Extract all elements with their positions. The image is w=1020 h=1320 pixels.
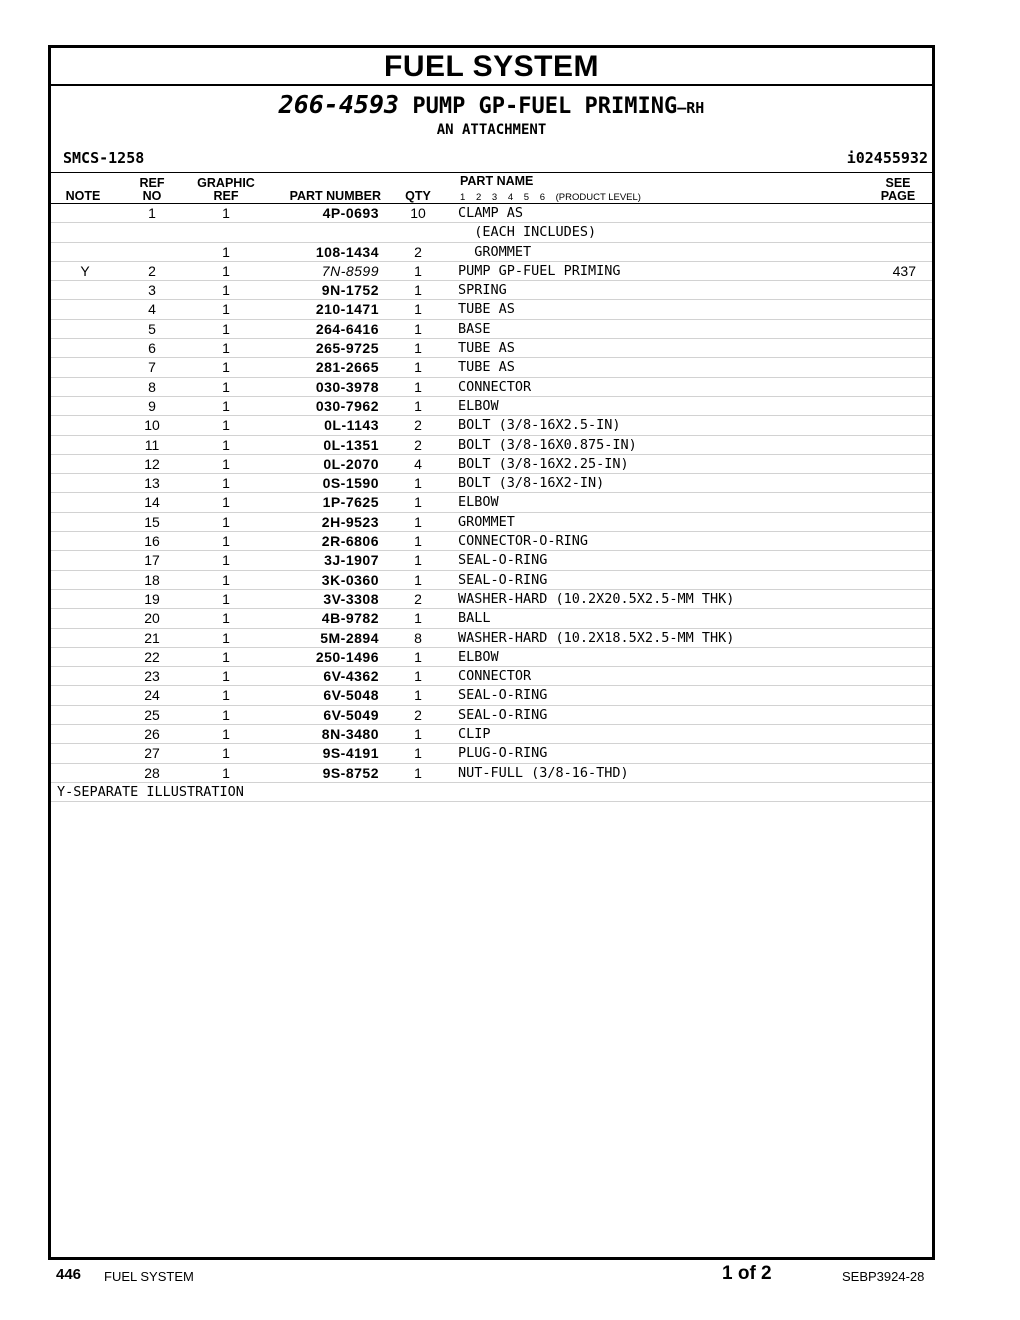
row-part-name: SPRING bbox=[458, 282, 507, 299]
row-ref-no: 2 bbox=[148, 262, 156, 279]
row-part-number[interactable]: 9S-8752 bbox=[322, 764, 379, 781]
row-graphic-ref: 1 bbox=[222, 320, 230, 337]
table-row bbox=[51, 706, 932, 725]
row-ref-no: 13 bbox=[144, 475, 160, 492]
row-part-name: BALL bbox=[458, 610, 491, 627]
row-part-name: ELBOW bbox=[458, 494, 499, 511]
row-part-name: BOLT (3/8-16X0.875-IN) bbox=[458, 436, 637, 453]
footer-section: FUEL SYSTEM bbox=[104, 1269, 194, 1284]
row-graphic-ref: 1 bbox=[222, 475, 230, 492]
footer-page-of: 1 of 2 bbox=[722, 1263, 772, 1284]
row-part-number[interactable]: 4P-0693 bbox=[322, 205, 379, 221]
col-header-see-page bbox=[876, 177, 920, 203]
group-subheading: AN ATTACHMENT bbox=[436, 122, 547, 138]
table-row bbox=[51, 281, 932, 300]
row-part-number[interactable]: 108-1434 bbox=[315, 243, 379, 260]
table-row bbox=[51, 764, 932, 783]
level-3: 3 bbox=[491, 192, 498, 203]
footer-page-number: 446 bbox=[56, 1266, 82, 1283]
row-part-number[interactable]: 0L-1143 bbox=[324, 417, 379, 434]
table-row bbox=[51, 725, 932, 744]
row-graphic-ref: 1 bbox=[222, 571, 230, 588]
row-qty: 2 bbox=[414, 706, 422, 723]
row-ref-no: 16 bbox=[144, 533, 160, 550]
footnote: Y-SEPARATE ILLUSTRATION bbox=[57, 783, 244, 800]
table-row bbox=[51, 629, 932, 648]
table-row bbox=[51, 474, 932, 493]
header-rule-top bbox=[51, 172, 932, 173]
row-part-number[interactable]: 210-1471 bbox=[315, 301, 379, 318]
row-qty: 1 bbox=[414, 378, 422, 395]
row-part-name: ELBOW bbox=[458, 648, 499, 665]
row-graphic-ref: 1 bbox=[222, 726, 230, 743]
row-part-number[interactable]: 6V-4362 bbox=[323, 668, 379, 685]
row-ref-no: 20 bbox=[144, 610, 160, 627]
row-graphic-ref: 1 bbox=[222, 378, 230, 395]
row-graphic-ref: 1 bbox=[222, 745, 230, 762]
row-qty: 2 bbox=[414, 243, 422, 260]
row-qty: 1 bbox=[414, 745, 422, 762]
row-ref-no: 28 bbox=[144, 764, 160, 781]
row-qty: 1 bbox=[414, 262, 422, 279]
row-part-name: BASE bbox=[458, 320, 491, 337]
row-graphic-ref: 1 bbox=[222, 687, 230, 704]
row-ref-no: 17 bbox=[144, 552, 160, 569]
col-header-ref-bottom: NO bbox=[142, 189, 162, 203]
row-ref-no: 7 bbox=[148, 359, 156, 376]
row-ref-no: 18 bbox=[144, 571, 160, 588]
level-1: 1 bbox=[460, 192, 466, 203]
row-part-number[interactable]: 3V-3308 bbox=[323, 590, 379, 607]
level-5: 5 bbox=[523, 192, 530, 203]
smcs-code: SMCS-1258 bbox=[63, 149, 145, 167]
row-qty: 1 bbox=[414, 475, 422, 492]
row-part-number[interactable]: 9N-1752 bbox=[321, 282, 379, 299]
table-row bbox=[51, 243, 932, 262]
row-qty: 1 bbox=[414, 648, 422, 665]
row-ref-no: 8 bbox=[148, 378, 156, 395]
row-qty: 1 bbox=[414, 571, 422, 588]
table-row bbox=[51, 378, 932, 397]
col-header-see-top: SEE bbox=[885, 176, 911, 190]
row-ref-no: 26 bbox=[144, 726, 160, 743]
row-part-number[interactable]: 0S-1590 bbox=[322, 475, 379, 492]
row-ref-no: 3 bbox=[148, 282, 156, 299]
level-4: 4 bbox=[507, 192, 514, 203]
row-part-number[interactable]: 030-3978 bbox=[315, 378, 379, 395]
row-graphic-ref: 1 bbox=[222, 648, 230, 665]
row-ref-no: 23 bbox=[144, 668, 160, 685]
row-ref-no: 19 bbox=[144, 590, 160, 607]
row-part-name: BOLT (3/8-16X2-IN) bbox=[458, 475, 605, 492]
row-ref-no: 12 bbox=[144, 455, 160, 472]
row-graphic-ref: 1 bbox=[222, 629, 230, 646]
footer-doc-code: SEBP3924-28 bbox=[842, 1269, 925, 1284]
row-ref-no: 27 bbox=[144, 745, 160, 762]
row-part-number[interactable]: 250-1496 bbox=[315, 648, 379, 665]
row-ref-no: 24 bbox=[144, 687, 160, 704]
row-ref-no: 1 bbox=[148, 205, 156, 221]
table-row bbox=[51, 571, 932, 590]
table-row bbox=[51, 416, 932, 435]
col-header-ref-no bbox=[132, 177, 172, 203]
row-part-number[interactable]: 3K-0360 bbox=[321, 571, 379, 588]
row-part-name: TUBE AS bbox=[458, 359, 515, 376]
row-part-name: SEAL-O-RING bbox=[458, 687, 548, 704]
table-row bbox=[51, 551, 932, 570]
row-qty: 4 bbox=[414, 455, 422, 472]
row-qty: 1 bbox=[414, 610, 422, 627]
row-qty: 2 bbox=[414, 417, 422, 434]
row-ref-no: 4 bbox=[148, 301, 156, 318]
row-qty: 1 bbox=[414, 359, 422, 376]
row-qty: 1 bbox=[414, 282, 422, 299]
col-header-part-number: PART NUMBER bbox=[289, 189, 381, 203]
table-row bbox=[51, 339, 932, 358]
table-row bbox=[51, 204, 932, 223]
table-row bbox=[51, 223, 932, 242]
table-row bbox=[51, 262, 932, 281]
row-graphic-ref: 1 bbox=[222, 282, 230, 299]
row-part-name: BOLT (3/8-16X2.25-IN) bbox=[458, 455, 629, 472]
row-qty: 1 bbox=[414, 533, 422, 550]
level-caption: (PRODUCT LEVEL) bbox=[555, 192, 641, 203]
table-row bbox=[51, 436, 932, 455]
level-6: 6 bbox=[539, 192, 545, 203]
row-part-number[interactable]: 3J-1907 bbox=[324, 552, 379, 569]
row-graphic-ref: 1 bbox=[222, 301, 230, 318]
row-graphic-ref: 1 bbox=[222, 436, 230, 453]
row-part-name: GROMMET bbox=[458, 243, 532, 260]
table-row bbox=[51, 300, 932, 319]
row-note: Y bbox=[80, 262, 90, 279]
row-part-name: WASHER-HARD (10.2X18.5X2.5-MM THK) bbox=[458, 629, 735, 646]
row-part-name: WASHER-HARD (10.2X20.5X2.5-MM THK) bbox=[458, 590, 735, 607]
row-ref-no: 9 bbox=[148, 397, 156, 414]
group-suffix: —RH bbox=[677, 99, 705, 117]
table-row bbox=[51, 513, 932, 532]
table-row bbox=[51, 532, 932, 551]
row-ref-no: 25 bbox=[144, 706, 160, 723]
row-ref-no: 10 bbox=[144, 417, 160, 434]
table-row bbox=[51, 320, 932, 339]
col-header-qty: QTY bbox=[405, 189, 431, 203]
row-part-name: SEAL-O-RING bbox=[458, 552, 548, 569]
row-graphic-ref: 1 bbox=[222, 340, 230, 357]
row-part-name: GROMMET bbox=[458, 513, 515, 530]
product-levels bbox=[460, 192, 649, 203]
col-header-graphic-top: GRAPHIC bbox=[197, 176, 255, 190]
row-graphic-ref: 1 bbox=[222, 494, 230, 511]
row-graphic-ref: 1 bbox=[222, 243, 230, 260]
col-header-note: NOTE bbox=[65, 189, 101, 203]
row-part-number[interactable]: 6V-5048 bbox=[323, 687, 379, 704]
col-header-see-bottom: PAGE bbox=[880, 189, 916, 203]
row-part-number[interactable]: 6V-5049 bbox=[323, 706, 379, 723]
row-graphic-ref: 1 bbox=[222, 417, 230, 434]
row-qty: 1 bbox=[414, 397, 422, 414]
row-part-name: SEAL-O-RING bbox=[458, 571, 548, 588]
row-ref-no: 14 bbox=[144, 494, 160, 511]
row-part-number[interactable]: 0L-2070 bbox=[323, 455, 379, 472]
row-ref-no: 21 bbox=[144, 629, 160, 646]
row-graphic-ref: 1 bbox=[222, 552, 230, 569]
row-part-number[interactable]: 0L-1351 bbox=[323, 436, 379, 453]
row-qty: 1 bbox=[414, 320, 422, 337]
row-part-name: CONNECTOR bbox=[458, 378, 532, 395]
parts-table-body bbox=[51, 204, 932, 802]
table-row bbox=[51, 667, 932, 686]
row-part-number[interactable]: 8N-3480 bbox=[321, 726, 379, 743]
group-heading bbox=[51, 92, 932, 121]
row-part-number[interactable]: 281-2665 bbox=[315, 359, 379, 376]
row-part-number[interactable]: 9S-4191 bbox=[322, 745, 379, 762]
row-qty: 1 bbox=[414, 552, 422, 569]
row-graphic-ref: 1 bbox=[222, 359, 230, 376]
row-ref-no: 5 bbox=[148, 320, 156, 337]
row-part-name: TUBE AS bbox=[458, 340, 515, 357]
row-qty: 2 bbox=[414, 436, 422, 453]
row-ref-no: 11 bbox=[144, 436, 160, 453]
row-graphic-ref: 1 bbox=[222, 668, 230, 685]
row-graphic-ref: 1 bbox=[222, 706, 230, 723]
row-graphic-ref: 1 bbox=[222, 533, 230, 550]
table-row bbox=[51, 744, 932, 763]
col-header-graphic-bottom: REF bbox=[213, 189, 239, 203]
row-part-name: NUT-FULL (3/8-16-THD) bbox=[458, 764, 629, 781]
row-graphic-ref: 1 bbox=[222, 262, 230, 279]
row-qty: 10 bbox=[410, 205, 426, 221]
row-qty: 1 bbox=[414, 340, 422, 357]
row-ref-no: 15 bbox=[144, 513, 160, 530]
row-part-name: CLIP bbox=[458, 726, 491, 743]
row-part-number[interactable]: 265-9725 bbox=[315, 340, 379, 357]
parts-list-frame bbox=[48, 45, 935, 1260]
col-header-part-name: PART NAME bbox=[460, 174, 534, 188]
row-qty: 1 bbox=[414, 301, 422, 318]
row-qty: 1 bbox=[414, 687, 422, 704]
row-part-number[interactable]: 4B-9782 bbox=[321, 610, 379, 627]
row-qty: 1 bbox=[414, 764, 422, 781]
group-part-number[interactable]: 266-4593 bbox=[278, 90, 400, 119]
row-part-number[interactable]: 2R-6806 bbox=[321, 533, 379, 550]
table-row bbox=[51, 609, 932, 628]
row-part-number[interactable]: 264-6416 bbox=[315, 320, 379, 337]
group-name: PUMP GP-FUEL PRIMING bbox=[412, 94, 678, 119]
row-part-name: BOLT (3/8-16X2.5-IN) bbox=[458, 417, 621, 434]
table-row bbox=[51, 648, 932, 667]
row-graphic-ref: 1 bbox=[222, 590, 230, 607]
row-qty: 2 bbox=[414, 590, 422, 607]
page-title: FUEL SYSTEM bbox=[51, 48, 932, 86]
row-qty: 1 bbox=[414, 494, 422, 511]
document-id: i02455932 bbox=[846, 149, 928, 167]
row-ref-no: 22 bbox=[144, 648, 160, 665]
row-part-name: PUMP GP-FUEL PRIMING bbox=[458, 262, 621, 279]
row-part-number[interactable]: 1P-7625 bbox=[322, 494, 379, 511]
row-part-name: CONNECTOR bbox=[458, 668, 532, 685]
table-row bbox=[51, 686, 932, 705]
row-ref-no: 6 bbox=[148, 340, 156, 357]
table-row bbox=[51, 590, 932, 609]
row-graphic-ref: 1 bbox=[222, 764, 230, 781]
row-graphic-ref: 1 bbox=[222, 397, 230, 414]
table-row bbox=[51, 358, 932, 377]
row-qty: 8 bbox=[414, 629, 422, 646]
row-qty: 1 bbox=[414, 513, 422, 530]
row-graphic-ref: 1 bbox=[222, 205, 230, 221]
table-row bbox=[51, 397, 932, 416]
row-part-name: TUBE AS bbox=[458, 301, 515, 318]
row-part-number[interactable]: 7N-8599 bbox=[321, 262, 379, 279]
row-part-number[interactable]: 2H-9523 bbox=[321, 513, 379, 530]
row-part-name: ELBOW bbox=[458, 397, 499, 414]
col-header-ref-top: REF bbox=[139, 176, 165, 190]
row-graphic-ref: 1 bbox=[222, 610, 230, 627]
col-header-graphic-ref bbox=[191, 177, 261, 203]
row-see-page[interactable]: 437 bbox=[892, 262, 916, 279]
table-row bbox=[51, 493, 932, 512]
level-2: 2 bbox=[475, 192, 482, 203]
row-part-number[interactable]: 030-7962 bbox=[315, 397, 379, 414]
row-part-name: CLAMP AS bbox=[458, 205, 524, 221]
footnote-row bbox=[51, 783, 932, 802]
table-row bbox=[51, 455, 932, 474]
row-part-name: PLUG-O-RING bbox=[458, 745, 548, 762]
row-qty: 1 bbox=[414, 726, 422, 743]
row-part-number[interactable]: 5M-2894 bbox=[320, 629, 379, 646]
row-graphic-ref: 1 bbox=[222, 513, 230, 530]
row-part-name: (EACH INCLUDES) bbox=[458, 224, 597, 241]
row-part-name: CONNECTOR-O-RING bbox=[458, 533, 589, 550]
row-graphic-ref: 1 bbox=[222, 455, 230, 472]
row-part-name: SEAL-O-RING bbox=[458, 706, 548, 723]
row-qty: 1 bbox=[414, 668, 422, 685]
